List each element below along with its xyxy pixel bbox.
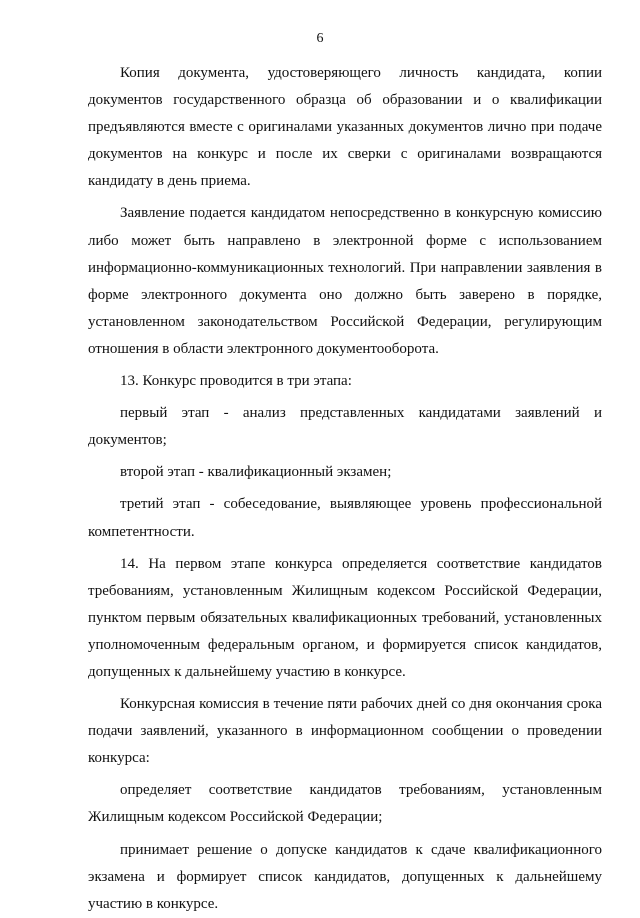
paragraph-14-first-stage: 14. На первом этапе конкурса определяется соответствие кандидатов требованиям, установленным Жилищным кодексом Российской Федерации, пунктом первым обязательных квалификационных требований, установленных уполномоченным федеральным органом, и формируется список кандидатов, допущенных к дальнейшему участию в конкурсе. [88, 555, 602, 680]
paragraph-13-contest-stages: 13. Конкурс проводится в три этапа: [120, 373, 352, 390]
paragraph-admission-decision: принимает решение о допуске кандидатов к сдаче квалификационного экзамена и формирует список кандидатов, допущенных к дальнейшему участию в конкурсе. [88, 841, 602, 912]
paragraph-application-submission: Заявление подается кандидатом непосредственно в конкурсную комиссию либо может быть направлено в электронной форме с использованием информационно-коммуникационных технологий. При направлении заявления в форме электронного документа оно должно быть заверено в порядке, установленном законодательством Российской Федерации, регулирующим отношения в области электронного документооборота. [88, 205, 602, 357]
paragraph-commission-timeline: Конкурсная комиссия в течение пяти рабочих дней со дня окончания срока подачи заявлений, указанного в информационном сообщении о проведении конкурса: [88, 696, 602, 767]
paragraph-stage-one: первый этап - анализ представленных кандидатами заявлений и документов; [88, 405, 602, 449]
paragraph-stage-two: второй этап - квалификационный экзамен; [120, 464, 392, 481]
page-number: 6 [316, 31, 324, 46]
paragraph-stage-three: третий этап - собеседование, выявляющее уровень профессиональной компетентности. [88, 496, 602, 540]
paragraph-determines-compliance: определяет соответствие кандидатов требованиям, установленным Жилищным кодексом Российской Федерации; [88, 782, 602, 826]
paragraph-copies-of-documents: Копия документа, удостоверяющего личность кандидата, копии документов государственного образца об образовании и о квалификации предъявляются вместе с оригиналами указанных документов лично при подаче документов на конкурс и после их сверки с оригиналами возвращаются кандидату в день приема. [88, 65, 602, 190]
document-body [88, 60, 602, 918]
